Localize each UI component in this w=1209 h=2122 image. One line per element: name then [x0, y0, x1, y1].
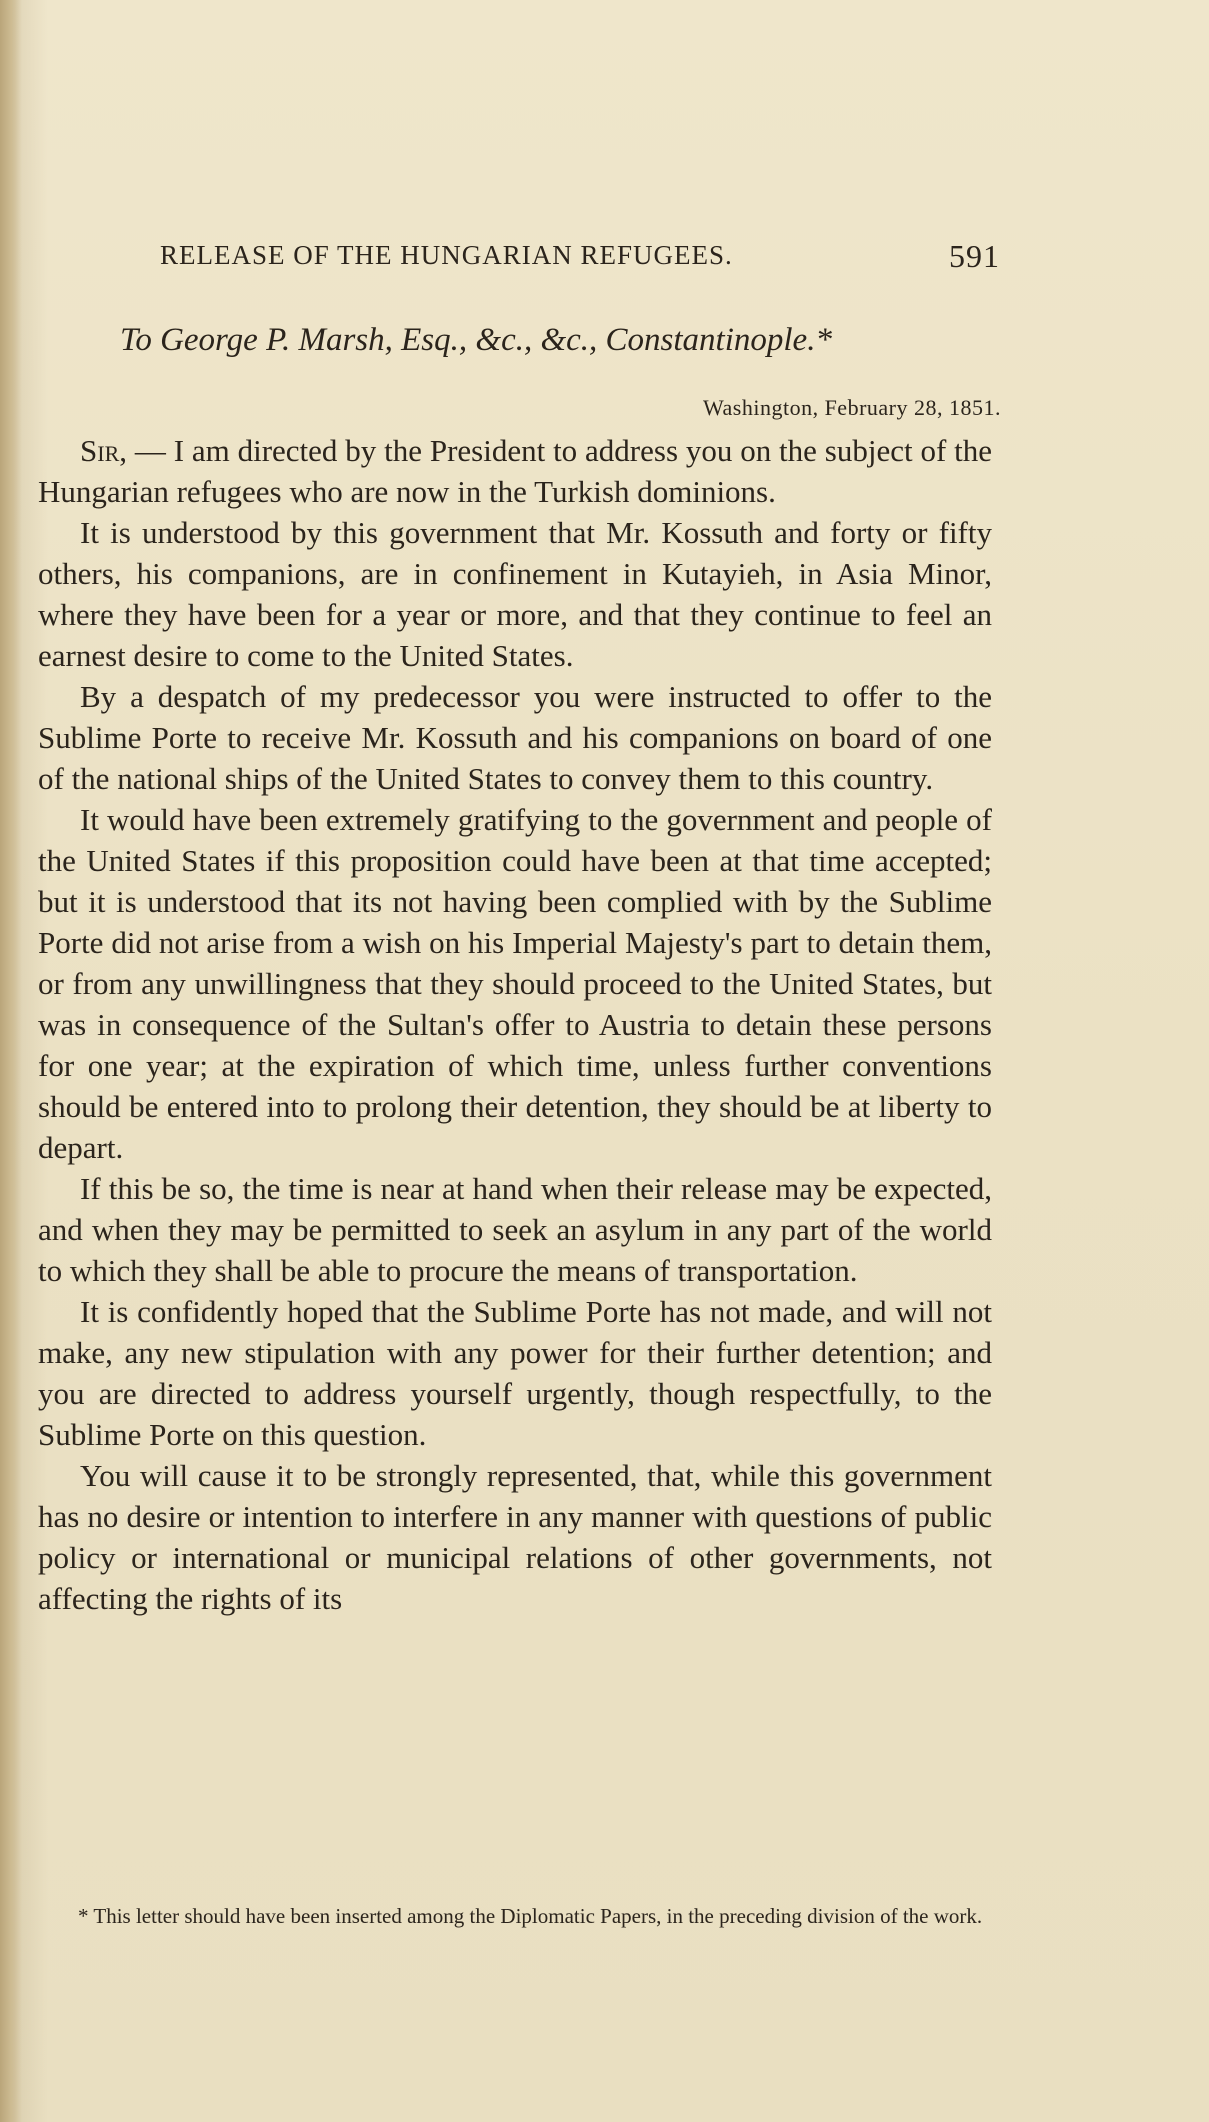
letter-address: To George P. Marsh, Esq., &c., &c., Constantinople.*	[120, 322, 832, 358]
paragraph-3: By a despatch of my predecessor you were instructed to offer to the Sublime Porte to receive Mr. Kossuth and his companions on board of one of the national ships of the United States to convey them to this country.	[38, 679, 992, 796]
paragraph-1-text: — I am directed by the President to address you on the subject of the Hungarian refugees who are now in the Turkish dominions.	[38, 433, 992, 509]
paragraph-7: You will cause it to be strongly represented, that, while this government has no desire or intention to interfere in any manner with questions of public policy or international or municipal relations of other governments, not affecting the rights of its	[38, 1458, 992, 1616]
footnote: * This letter should have been inserted among the Diplomatic Papers, in the preceding division of the work.	[78, 1904, 983, 1928]
paragraph-5: If this be so, the time is near at hand when their release may be expected, and when they may be permitted to seek an asylum in any part of the world to which they shall be able to procure the means of transportation.	[38, 1171, 992, 1288]
running-head	[160, 240, 1000, 280]
letter-body	[38, 430, 992, 1619]
paragraph-4: It would have been extremely gratifying to the government and people of the United States if this proposition could have been at that time accepted; but it is understood that its not having been complied with by the Sublime Porte did not arise from a wish on his Imperial Majesty's part to detain them, or from any unwillingness that they should proceed to the United States, but was in consequence of the Sultan's offer to Austria to detain these persons for one year; at the expiration of which time, unless further conventions should be entered into to prolong their detention, they should be at liberty to depart.	[38, 802, 992, 1165]
paragraph-6: It is confidently hoped that the Sublime Porte has not made, and will not make, any new stipulation with any power for their further detention; and you are directed to address yourself urgently, though respectfully, to the Sublime Porte on this question.	[38, 1294, 992, 1452]
running-head-title: RELEASE OF THE HUNGARIAN REFUGEES.	[160, 240, 733, 270]
binding-edge	[0, 0, 22, 2122]
paragraph-1	[38, 430, 992, 512]
dateline: Washington, February 28, 1851.	[703, 395, 1001, 420]
page-number: 591	[949, 238, 1000, 274]
paragraph-2: It is understood by this government that Mr. Kossuth and forty or fifty others, his companions, are in confinement in Kutayieh, in Asia Minor, where they have been for a year or more, and that they continue to feel an earnest desire to come to the United States.	[38, 515, 992, 673]
salutation: Sir,	[80, 433, 127, 468]
